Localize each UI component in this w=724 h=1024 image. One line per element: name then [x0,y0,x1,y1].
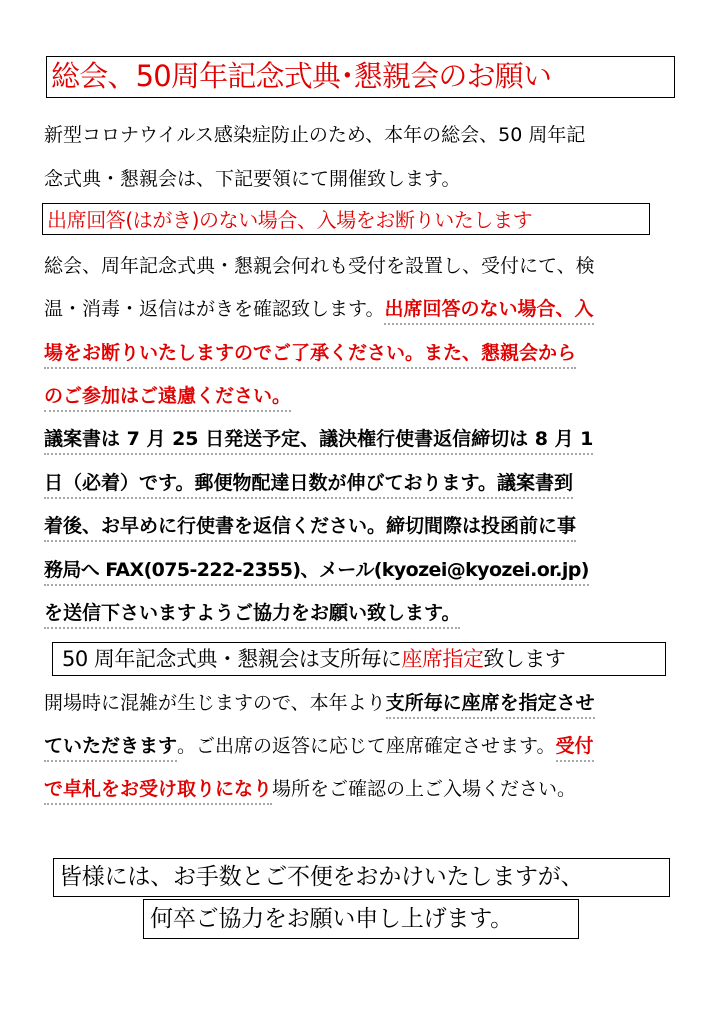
section3-line-1 [44,694,684,713]
closing-message-line-1: 皆様には、お手数とご不便をおかけいたしますが、 [53,858,670,897]
intro-line-1: 新型コロナウイルス感染症防止のため、本年の総会、50 周年記 [44,124,586,146]
section1-line-1: 総会、周年記念式典・懇親会何れも受付を設置し、受付にて、検 [44,255,595,277]
section1-line-3-warning: 場をお断りいたしますのでご了承ください。また、懇親会から [44,342,576,369]
section2-line-5 [44,604,684,623]
section2-line-2 [44,474,684,493]
section2-line-3 [44,517,684,536]
section2-line-2-text: 日（必着）です。郵便物配達日数が伸びております。議案書到 [44,472,573,499]
section2-line-4 [44,561,684,580]
section3-line-1-text: 開場時に混雑が生じますので、本年より [44,692,386,714]
section3-line-2-emphasis: ていただきます [44,735,177,762]
seat-assignment-notice-box [52,642,666,676]
section3-line-3-warning: で卓札をお受け取りになり [44,778,272,805]
section2-line-5-text: を送信下さいますようご協力をお願い致します。 [44,602,460,629]
closing-message-line-2: 何卒ご協力をお願い申し上げます。 [143,899,579,939]
seat-notice-text-1: 50 周年記念式典・懇親会は支所毎に [62,647,402,671]
seat-notice-text-2: 致します [483,647,566,671]
seat-notice-highlight: 座席指定 [401,647,484,671]
section2-line-1 [44,430,684,449]
section3-line-3 [44,780,684,799]
section3-line-2-warning: 受付 [556,735,594,762]
section1-line-4-warning: のご参加はご遠慮ください。 [44,385,291,412]
section1-line-3 [44,344,684,363]
section1-line-2-text: 温・消毒・返信はがきを確認致します。 [44,298,385,320]
section2-line-4-text: 務局へ FAX(075-222-2355)、メール(kyozei@kyozei.or.jp) [44,559,589,586]
section3-line-1-emphasis: 支所毎に座席を指定させ [386,692,595,719]
section3-line-2 [44,737,684,756]
section1-line-2 [44,300,684,319]
section3-line-3-text: 場所をご確認の上ご入場ください。 [272,778,577,800]
section1-line-2-warning: 出席回答のない場合、入 [384,298,593,325]
section2-line-1-text: 議案書は 7 月 25 日発送予定、議決権行使書返信締切は 8 月 1 [44,428,593,455]
attendance-notice-box: 出席回答(はがき)のない場合、入場をお断りいたします [42,203,650,235]
page-title: 総会、50周年記念式典･懇親会のお願い [46,56,675,98]
section2-line-3-text: 着後、お早めに行使書を返信ください。締切間際は投函前に事 [44,515,576,542]
section1-line-4 [44,387,684,406]
section3-line-2-text: 。ご出席の返答に応じて座席確定させます。 [177,735,556,757]
intro-line-2: 念式典・懇親会は、下記要領にて開催致します。 [44,168,461,190]
